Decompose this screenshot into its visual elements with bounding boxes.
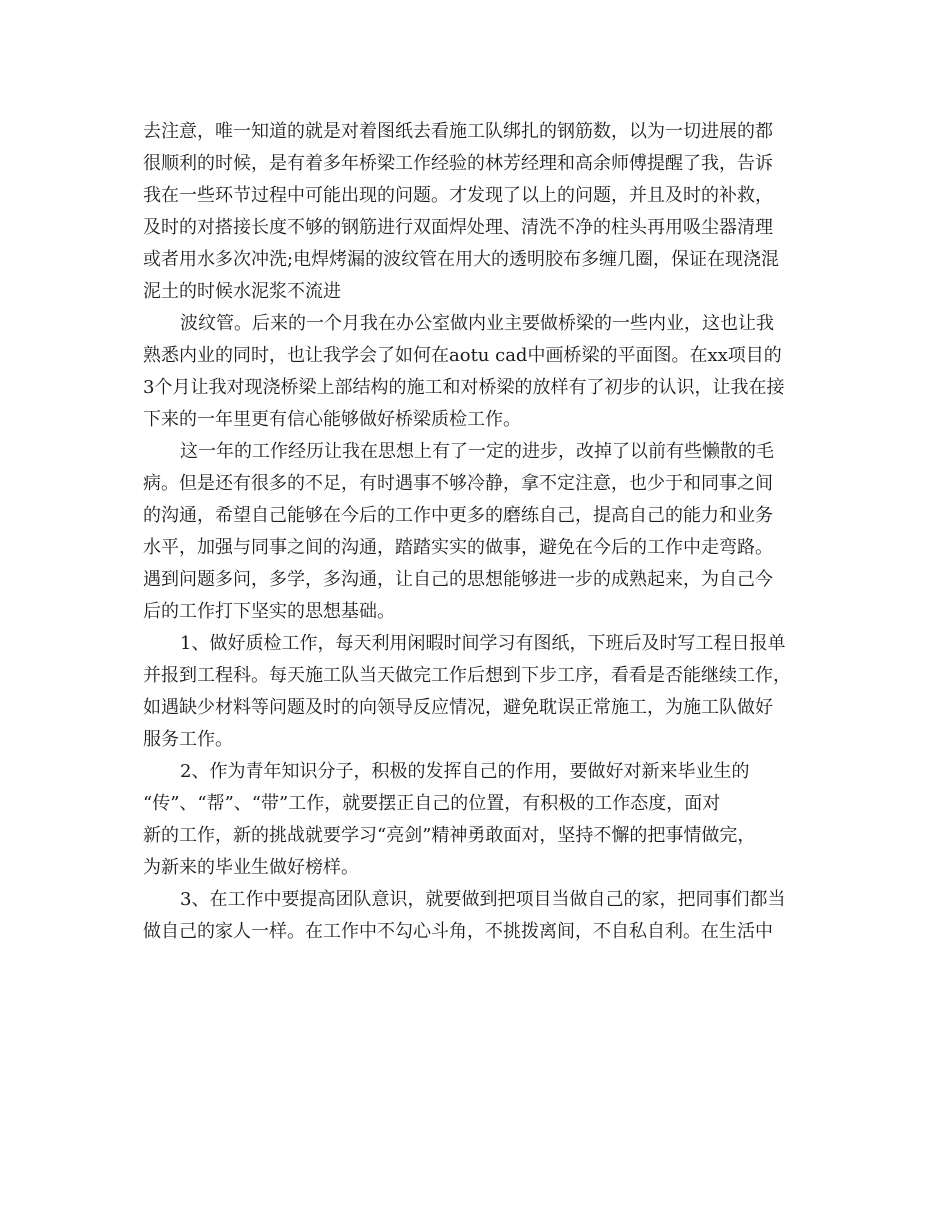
text-line: 及时的对搭接长度不够的钢筋进行双面焊处理、清洗不净的柱头再用吸尘器清理 <box>143 217 773 238</box>
text-line: 的沟通，希望自己能够在今后的工作中更多的磨练自己，提高自己的能力和业务 <box>143 505 773 526</box>
text-line: 3、在工作中要提高团队意识，就要做到把项目当做自己的家，把同事们都当 <box>180 889 786 910</box>
text-line: 去注意，唯一知道的就是对着图纸去看施工队绑扎的钢筋数，以为一切进展的都 <box>143 121 773 142</box>
text-line: 后的工作打下坚实的思想基础。 <box>143 601 395 622</box>
text-line: 这一年的工作经历让我在思想上有了一定的进步，改掉了以前有些懒散的毛 <box>180 441 774 462</box>
document-body <box>143 116 815 948</box>
text-line: 熟悉内业的同时，也让我学会了如何在aotu cad中画桥梁的平面图。在xx项目的 <box>143 345 782 366</box>
text-line: 并报到工程科。每天施工队当天做完工作后想到下步工序，看看是否能继续工作， <box>143 665 791 686</box>
text-line: 我在一些环节过程中可能出现的问题。才发现了以上的问题，并且及时的补救， <box>143 185 773 206</box>
text-line: 或者用水多次冲洗;电焊烤漏的波纹管在用大的透明胶布多缠几圈，保证在现浇混 <box>143 249 780 270</box>
text-line: 水平，加强与同事之间的沟通，踏踏实实的做事，避免在今后的工作中走弯路。 <box>143 537 773 558</box>
text-line: 新的工作，新的挑战就要学习“亮剑”精神勇敢面对，坚持不懈的把事情做完， <box>143 825 756 846</box>
text-line: 做自己的家人一样。在工作中不勾心斗角，不挑拨离间，不自私自利。在生活中 <box>143 921 773 942</box>
text-line: 很顺利的时候，是有着多年桥梁工作经验的林芳经理和高余师傅提醒了我，告诉 <box>143 153 773 174</box>
text-line: 1、做好质检工作，每天利用闲暇时间学习有图纸，下班后及时写工程日报单 <box>180 633 786 654</box>
text-line: 波纹管。后来的一个月我在办公室做内业主要做桥梁的一些内业，这也让我 <box>180 313 774 334</box>
text-line: 泥土的时候水泥浆不流进 <box>143 281 341 302</box>
text-line: 下来的一年里更有信心能够做好桥梁质检工作。 <box>143 409 521 430</box>
text-line: 服务工作。 <box>143 729 233 750</box>
text-line: 病。但是还有很多的不足，有时遇事不够冷静，拿不定注意，也少于和同事之间 <box>143 473 773 494</box>
text-line: “传”、“帮”、“带”工作，就要摆正自己的位置，有积极的工作态度，面对 <box>143 793 721 814</box>
text-line: 为新来的毕业生做好榜样。 <box>143 857 359 878</box>
text-line: 如遇缺少材料等问题及时的向领导反应情况，避免耽误正常施工，为施工队做好 <box>143 697 773 718</box>
text-line: 2、作为青年知识分子，积极的发挥自己的作用，要做好对新来毕业生的 <box>180 761 750 782</box>
text-line: 3个月让我对现浇桥梁上部结构的施工和对桥梁的放样有了初步的认识，让我在接 <box>143 377 785 398</box>
text-line: 遇到问题多问，多学，多沟通，让自己的思想能够进一步的成熟起来，为自己今 <box>143 569 773 590</box>
